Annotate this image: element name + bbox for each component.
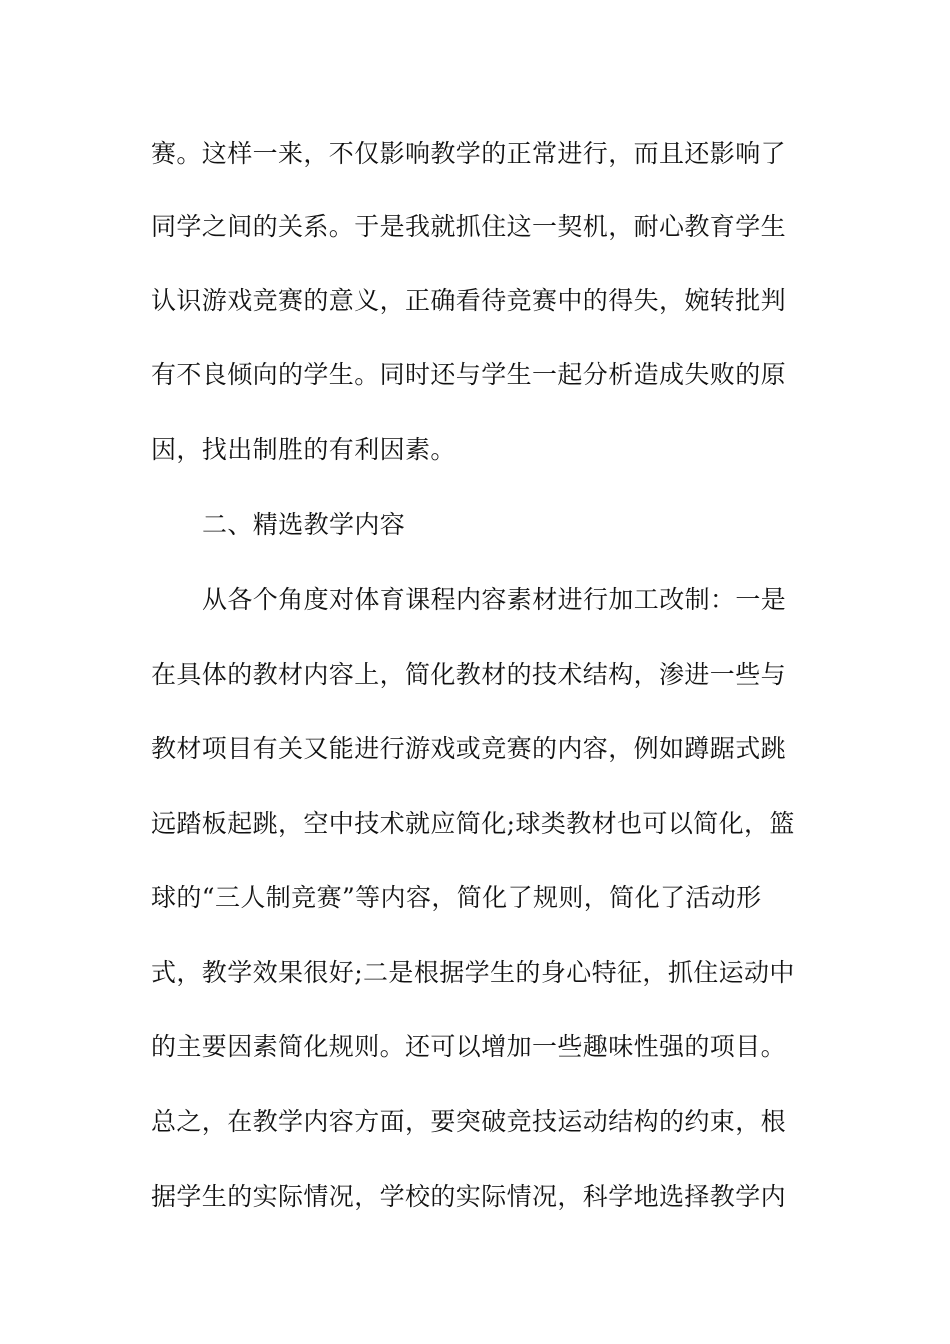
paragraph-line: 球的“三人制竞赛”等内容，简化了规则，简化了活动形 [151,883,762,912]
paragraph-line: 从各个角度对体育课程内容素材进行加工改制：一是 [202,585,787,614]
section-heading: 二、精选教学内容 [202,510,406,539]
paragraph-line: 有不良倾向的学生。同时还与学生一起分析造成失败的原 [151,360,787,389]
paragraph-line: 总之，在教学内容方面，要突破竞技运动结构的约束，根 [151,1107,787,1136]
paragraph-line: 的主要因素简化规则。还可以增加一些趣味性强的项目。 [151,1032,787,1061]
paragraph-line: 教材项目有关又能进行游戏或竞赛的内容，例如蹲踞式跳 [151,734,787,763]
paragraph-line: 式，教学效果很好;二是根据学生的身心特征，抓住运动中 [151,958,795,987]
paragraph-line: 据学生的实际情况，学校的实际情况，科学地选择教学内 [151,1182,787,1211]
paragraph-line: 同学之间的关系。于是我就抓住这一契机，耐心教育学生 [151,212,787,241]
paragraph-line: 因，找出制胜的有利因素。 [151,435,456,464]
paragraph-line: 在具体的教材内容上，简化教材的技术结构，渗进一些与 [151,660,787,689]
paragraph-line: 赛。这样一来，不仅影响教学的正常进行，而且还影响了 [151,139,787,168]
paragraph-line: 认识游戏竞赛的意义，正确看待竞赛中的得失，婉转批判 [151,286,787,315]
paragraph-line: 远踏板起跳，空中技术就应简化;球类教材也可以简化，篮 [151,809,795,838]
